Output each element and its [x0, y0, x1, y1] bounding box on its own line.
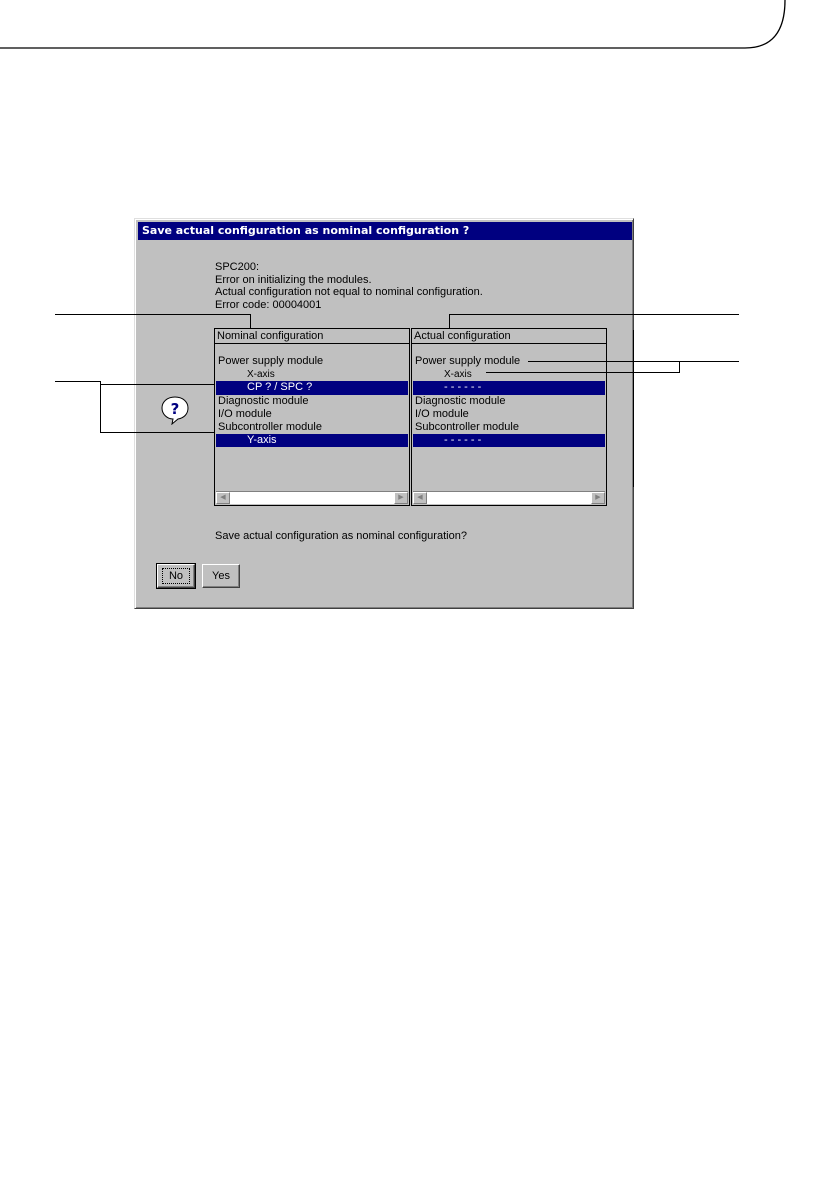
scroll-right-icon[interactable]: ▶ [591, 492, 605, 504]
list-item[interactable]: X-axis [247, 369, 275, 381]
actual-horizontal-scrollbar[interactable] [413, 491, 605, 504]
list-item[interactable]: I/O module [415, 407, 469, 420]
page-border-arc [0, 0, 839, 200]
nominal-config-list[interactable] [214, 328, 410, 506]
no-button-label: No [162, 568, 190, 584]
error-message [215, 261, 483, 311]
yes-button[interactable]: Yes [202, 564, 240, 588]
actual-config-list[interactable] [411, 328, 607, 506]
list-item-selected[interactable]: - - - - - - [413, 381, 605, 394]
list-item[interactable]: Power supply module [218, 355, 324, 367]
list-item[interactable]: Subcontroller module [218, 420, 322, 433]
svg-text:?: ? [170, 400, 180, 418]
list-item[interactable]: I/O module [218, 407, 272, 420]
save-question: Save actual configuration as nominal configuration? [215, 530, 467, 542]
list-item-selected[interactable]: CP ? / SPC ? [216, 381, 408, 394]
scroll-left-icon[interactable]: ◀ [413, 492, 427, 504]
nominal-horizontal-scrollbar[interactable] [216, 491, 408, 504]
list-item[interactable]: Diagnostic module [218, 394, 309, 407]
nominal-config-header: Nominal configuration [215, 329, 409, 344]
no-button[interactable] [157, 564, 195, 588]
message-line: Actual configuration not equal to nominal configuration. [215, 286, 483, 298]
list-item-selected[interactable]: Y-axis [216, 434, 408, 447]
actual-config-header: Actual configuration [412, 329, 606, 344]
list-item[interactable]: Subcontroller module [415, 420, 519, 433]
dialog-title: Save actual configuration as nominal configuration ? [138, 222, 632, 240]
question-balloon-icon [161, 395, 189, 425]
list-item-selected[interactable]: - - - - - - [413, 434, 605, 447]
scroll-left-icon[interactable]: ◀ [216, 492, 230, 504]
list-item[interactable]: X-axis [444, 369, 472, 381]
message-line: SPC200: [215, 261, 260, 273]
list-item[interactable]: Power supply module [415, 355, 521, 367]
message-line: Error on initializing the modules. [215, 273, 372, 286]
scroll-right-icon[interactable]: ▶ [394, 492, 408, 504]
list-item[interactable]: Diagnostic module [415, 394, 506, 407]
save-config-dialog [134, 218, 634, 609]
message-line: Error code: 00004001 [215, 298, 322, 311]
